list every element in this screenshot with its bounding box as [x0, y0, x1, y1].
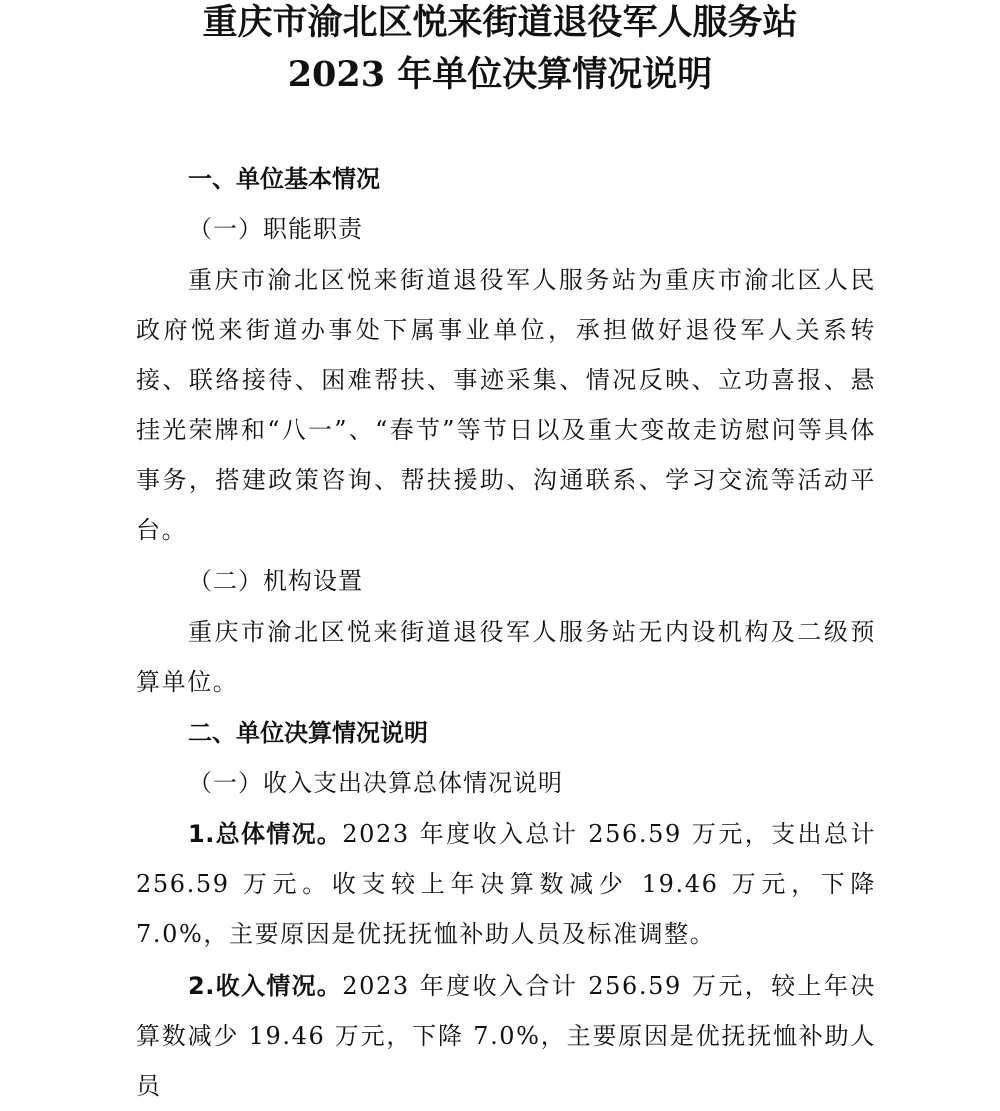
paragraph-income	[136, 961, 876, 1111]
paragraph-functions: 重庆市渝北区悦来街道退役军人服务站为重庆市渝北区人民政府悦来街道办事处下属事业单位，承担做好退役军人关系转接、联络接待、困难帮扶、事迹采集、情况反映、立功喜报、悬挂光荣牌和“八一”、“春节”等节日以及重大变故走访慰问等具体事务，搭建政策咨询、帮扶援助、沟通联系、学习交流等活动平台。	[136, 266, 876, 544]
section-heading-final-accounts: 二、单位决算情况说明	[188, 719, 428, 747]
document-title-line-1: 重庆市渝北区悦来街道退役军人服务站	[202, 2, 798, 43]
section-heading-basic-info: 一、单位基本情况	[188, 165, 380, 193]
paragraph-organization: 重庆市渝北区悦来街道退役军人服务站无内设机构及二级预算单位。	[136, 618, 876, 696]
paragraph-overall-text: 2023 年度收入总计 256.59 万元，支出总计 256.59 万元。收支较上年决算数减少 19.46 万元，下降 7.0%，主要原因是优抚抚恤补助人员及标准调整。	[136, 820, 876, 948]
paragraph-overall	[136, 809, 876, 959]
document-title-line-2: 2023 年单位决算情况说明	[287, 54, 713, 95]
paragraph-income-text: 2023 年度收入合计 256.59 万元，较上年决算数减少 19.46 万元，下降 7.0%，主要原因是优抚抚恤补助人员	[136, 972, 876, 1100]
subsection-heading-organization: （二）机构设置	[188, 567, 363, 595]
subsection-heading-income-expenditure: （一）收入支出决算总体情况说明	[188, 769, 563, 797]
subsection-heading-functions: （一）职能职责	[188, 215, 363, 243]
paragraph-income-label: 2.收入情况。	[188, 972, 343, 1000]
paragraph-overall-label: 1.总体情况。	[188, 820, 343, 848]
